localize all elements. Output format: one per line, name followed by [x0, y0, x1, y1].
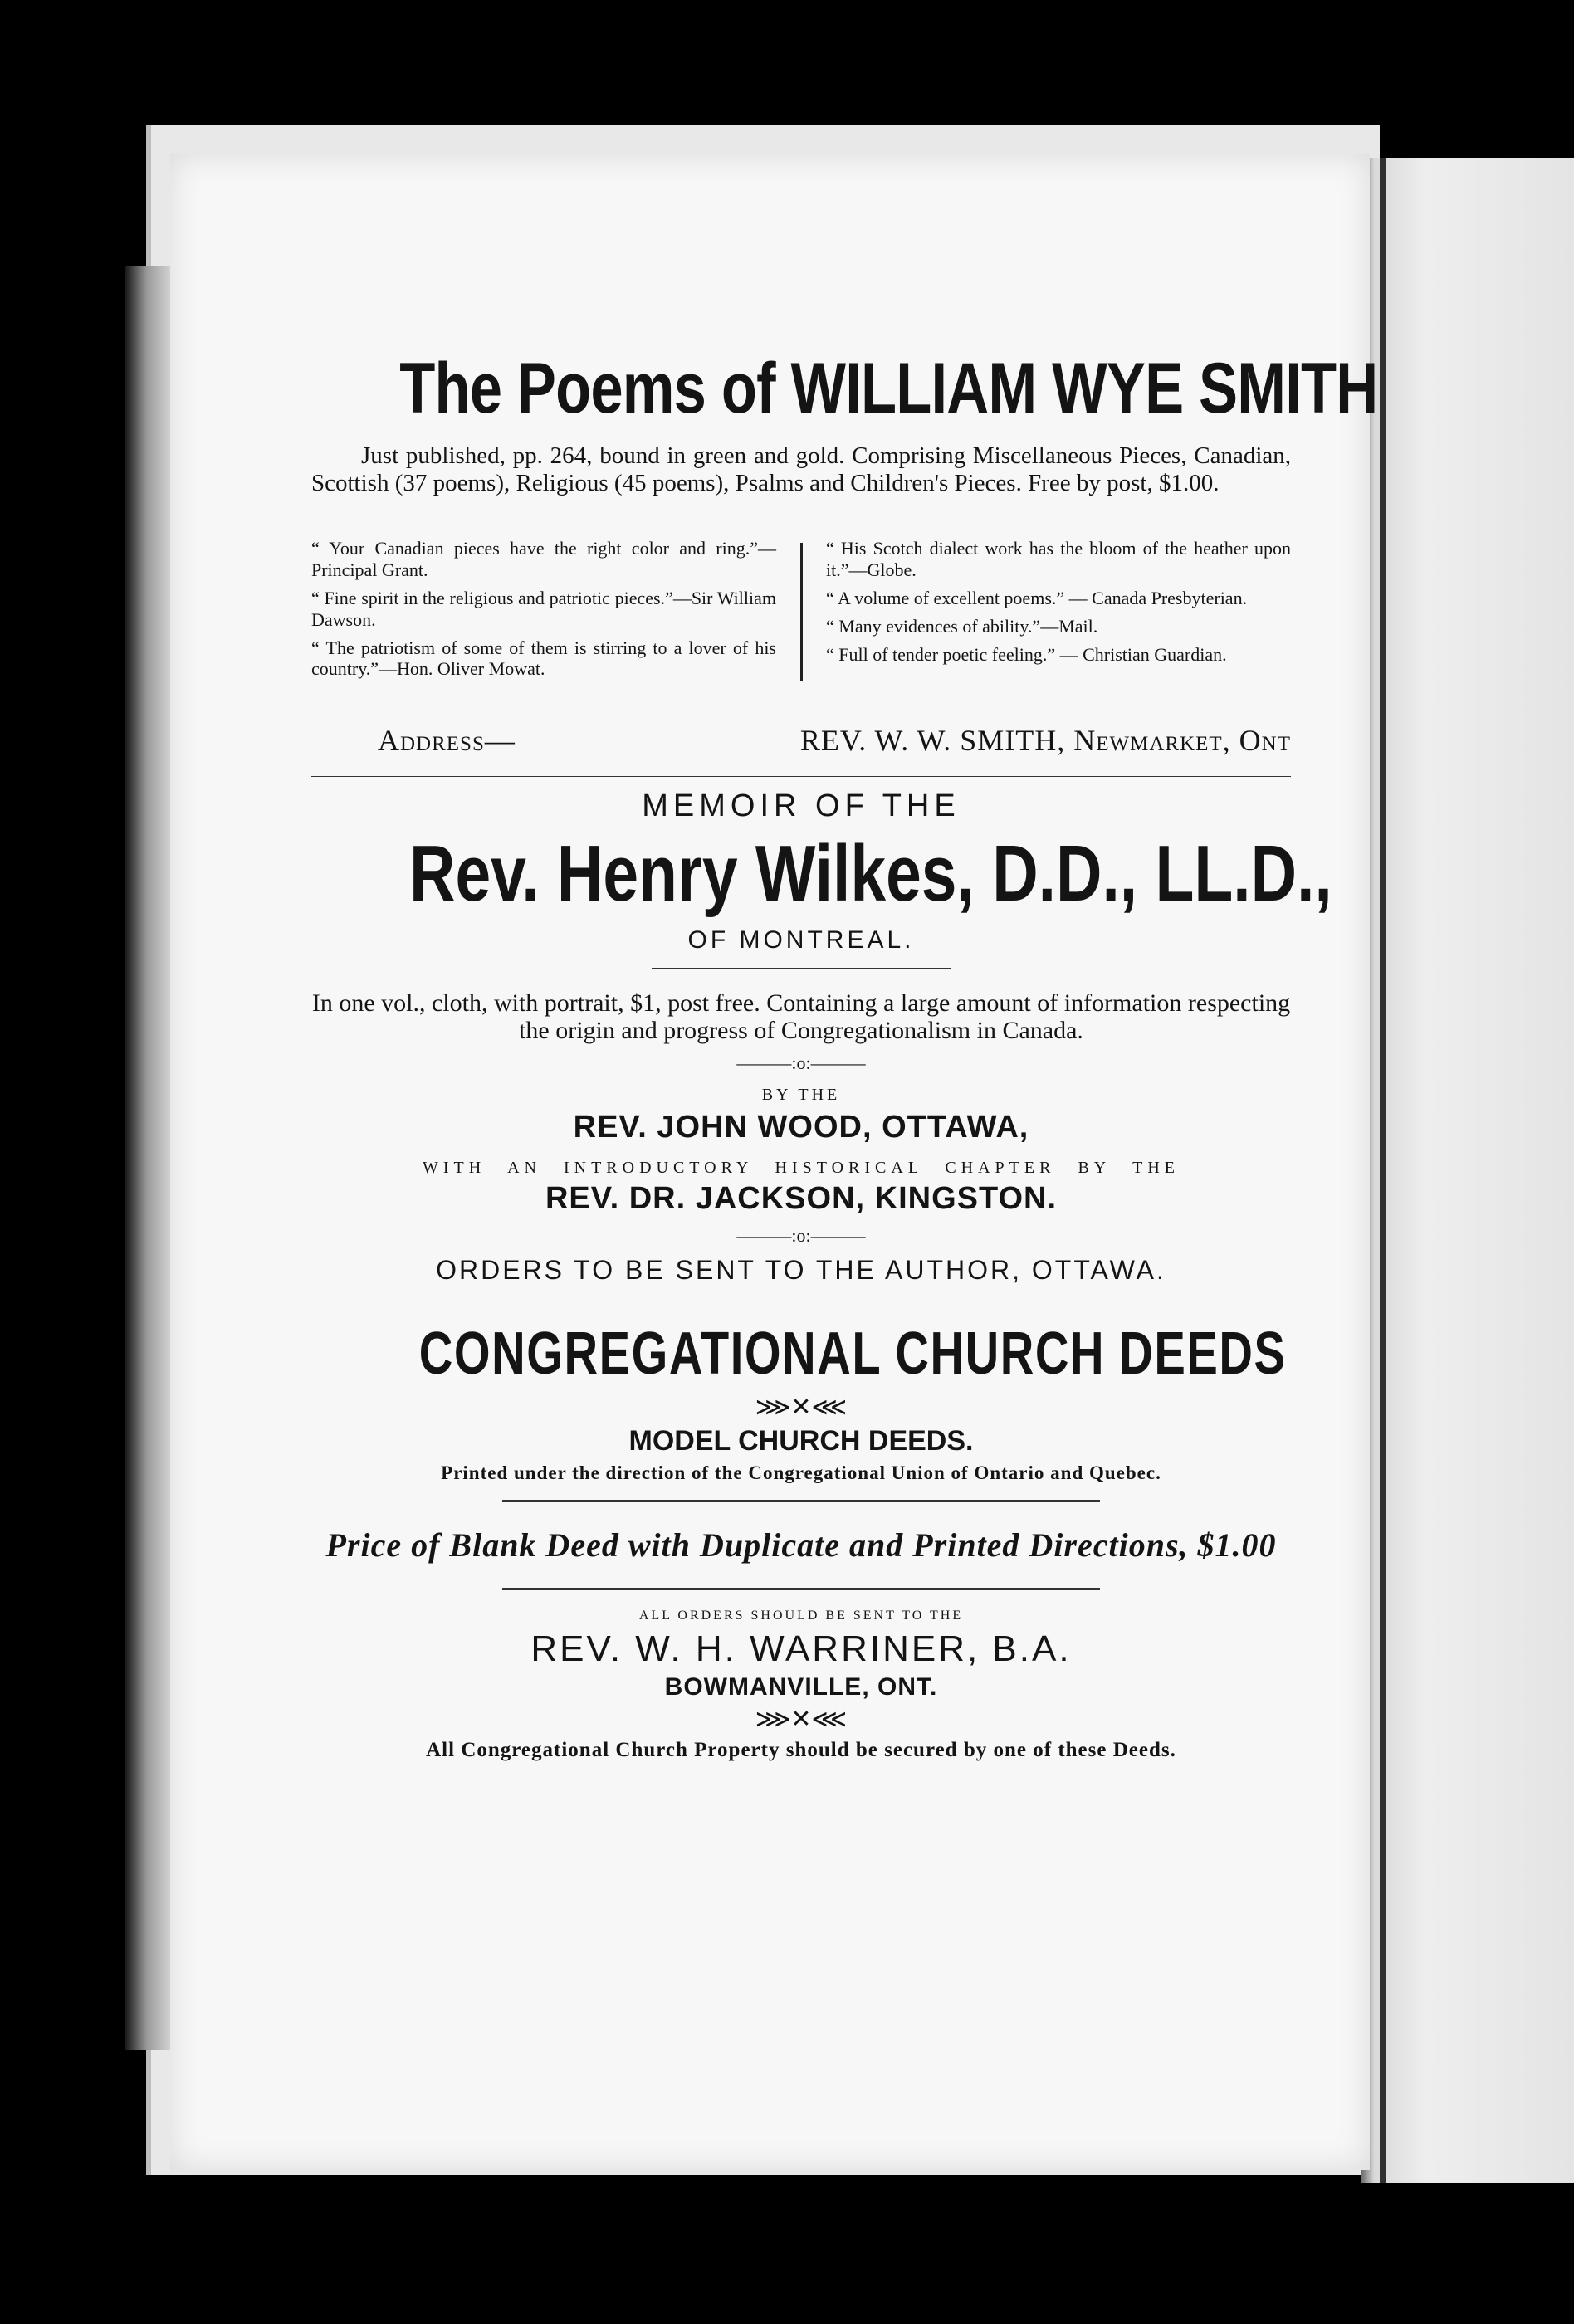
- quote: “ Full of tender poetic feeling.” — Christian Guardian.: [826, 643, 1227, 665]
- memoir-heading: MEMOIR OF THE: [642, 788, 961, 824]
- separator: ———:o:———: [736, 1052, 866, 1074]
- intro-chapter-label: WITH AN INTRODUCTORY HISTORICAL CHAPTER BY THE: [422, 1159, 1180, 1178]
- quote: “ Fine spirit in the religious and patriotic pieces.”—Sir William Dawson.: [311, 587, 776, 630]
- poems-intro: Just published, pp. 264, bound in green and gold. Comprising Miscellaneous Pieces, Canadian, Scottish (37 poems), Religious (45 poems), Psalms and Children's Pieces. Free by post, $1.00.: [311, 442, 1291, 497]
- memoir-place: OF MONTREAL.: [687, 926, 915, 954]
- separator: ———:o:———: [736, 1225, 866, 1247]
- quote: “ The patriotism of some of them is stirring to a lover of his country.”—Hon. Oliver Mowat.: [311, 637, 776, 680]
- contact-name: REV. W. H. WARRINER, B.A.: [530, 1628, 1072, 1669]
- page-gutter-shadow: [1380, 158, 1386, 2183]
- poems-title: The Poems of WILLIAM WYE SMITH: [399, 349, 1378, 428]
- all-orders-label: ALL ORDERS SHOULD BE SENT TO THE: [638, 1608, 964, 1623]
- deeds-printed-note: Printed under the direction of the Congregational Union of Ontario and Quebec.: [441, 1462, 1161, 1484]
- section-rule: [311, 776, 1291, 777]
- memoir-orders: ORDERS TO BE SENT TO THE AUTHOR, OTTAWA.: [436, 1255, 1166, 1286]
- ornament-icon: ⋙✕⋘: [755, 1394, 848, 1422]
- memoir-author: REV. JOHN WOOD, OTTAWA,: [573, 1110, 1029, 1145]
- quote: “ Your Canadian pieces have the right color and ring.”—Principal Grant.: [311, 537, 776, 580]
- deeds-title: CONGREGATIONAL CHURCH DEEDS: [418, 1321, 1287, 1388]
- column-divider: [800, 543, 803, 682]
- address-label: Address—: [378, 724, 516, 758]
- contact-place: BOWMANVILLE, ONT.: [664, 1672, 938, 1701]
- left-page-edge: [125, 266, 174, 2050]
- memoir-description: In one vol., cloth, with portrait, $1, post free. Containing a large amount of information respecting the origin and progress of Congregationalism in Canada.: [311, 989, 1291, 1045]
- address-value: REV. W. W. SMITH, Newmarket, Ont: [799, 724, 1291, 758]
- address-line: [311, 723, 1291, 758]
- poems-ad: [311, 349, 1378, 758]
- quote: “ Many evidences of ability.”—Mail.: [826, 615, 1098, 637]
- memoir-contributor: REV. DR. JACKSON, KINGSTON.: [545, 1181, 1058, 1217]
- deeds-subtitle: MODEL CHURCH DEEDS.: [628, 1425, 974, 1457]
- deeds-final-note: All Congregational Church Property should be secured by one of these Deeds.: [426, 1738, 1176, 1761]
- quote: “ A volume of excellent poems.” — Canada Presbyterian.: [826, 587, 1248, 608]
- memoir-subject-name: Rev. Henry Wilkes, D.D., LL.D.,: [409, 829, 1332, 919]
- deeds-price: Price of Blank Deed with Duplicate and Printed Directions, $1.00: [325, 1526, 1277, 1564]
- right-page: [1361, 158, 1574, 2183]
- book-page: [170, 154, 1378, 2170]
- review-quotes: [311, 538, 1291, 687]
- short-rule: [502, 1588, 1100, 1590]
- ornament-icon: ⋙✕⋘: [755, 1705, 848, 1733]
- deeds-ad: [311, 1320, 1291, 1761]
- by-the-label: BY THE: [761, 1086, 841, 1105]
- short-rule: [502, 1500, 1100, 1502]
- quotes-right-column: [826, 538, 1291, 687]
- short-rule: [652, 968, 951, 969]
- memoir-ad: [311, 788, 1332, 1286]
- quote: “ His Scotch dialect work has the bloom of the heather upon it.”—Globe.: [826, 537, 1291, 580]
- quotes-left-column: [311, 538, 776, 687]
- page-content: [311, 349, 1378, 1767]
